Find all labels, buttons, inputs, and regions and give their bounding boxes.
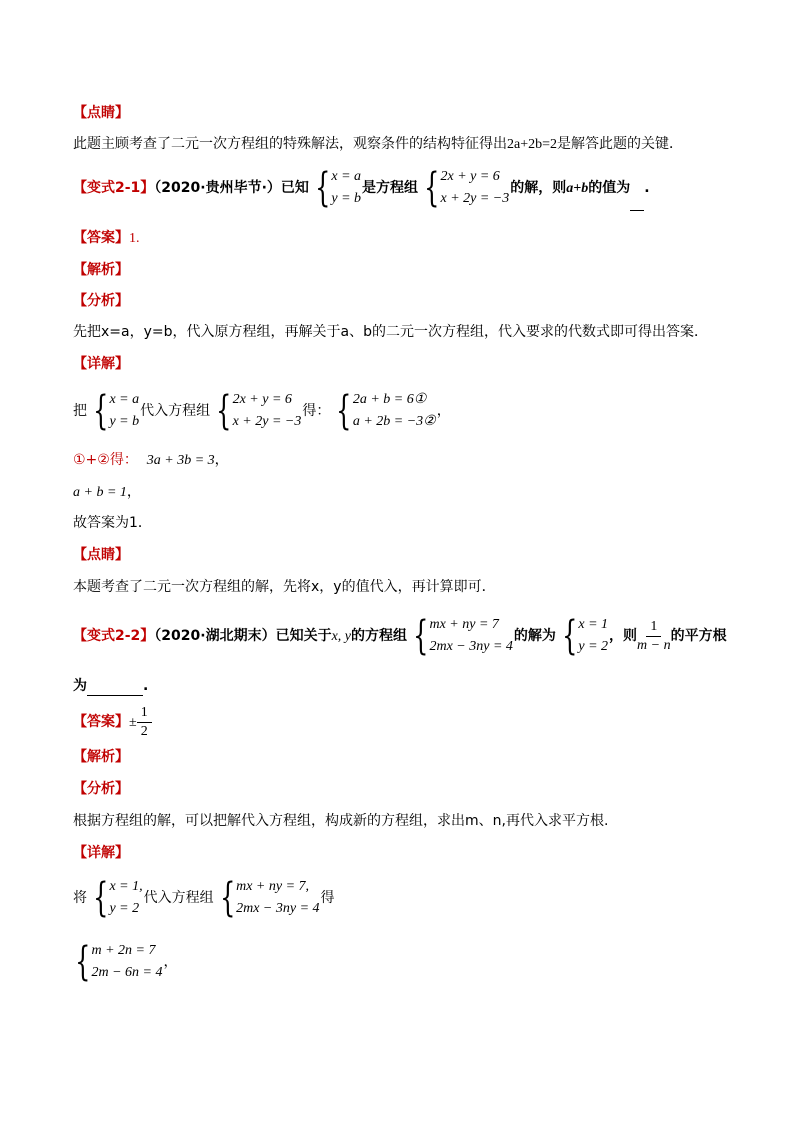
problem-2-1: 【变式2-1】（2020·贵州毕节·）已知 { x = a y = b 是方程组 { 2x + y = 6 x + 2y = −3 的解，则a+b的值为 . xyxy=(73,165,650,211)
analysis-text: 根据方程组的解，可以把解代入方程组，构成新的方程组，求出m、n,再代入求平方根. xyxy=(73,813,609,829)
fenxi-heading: 【分析】 xyxy=(73,781,129,797)
dianjing-text: 本题考查了二元一次方程组的解，先将x，y的值代入，再计算即可． xyxy=(73,579,496,595)
dianjing-heading: 【点睛】 xyxy=(73,547,129,563)
detail-substitution: 把 { x = a y = b 代入方程组 { 2x + y = 6 x + 2y = −3 得： { 2a + b = 6① a + 2b = −3② ， xyxy=(73,388,451,434)
key-expression: 2a+2b=2 xyxy=(507,137,558,152)
problem-2-2-line2: 为 . xyxy=(73,678,149,694)
step-2: a + b = 1， xyxy=(73,484,141,500)
solution-system: { x = 1 y = 2 xyxy=(562,613,609,659)
problem-2-2: 【变式2-2】（2020·湖北期末）已知关于x, y的方程组 { mx + ny = 7 2mx − 3ny = 4 的解为 { x = 1 y = 2 ，则 $\frac{1}{m - n}$ 的平方根 xyxy=(73,613,727,659)
solution-system: { x = a y = b xyxy=(93,388,140,434)
jiexi-heading: 【解析】 xyxy=(73,749,129,765)
answer-blank xyxy=(630,196,644,211)
jiexi-heading: 【解析】 xyxy=(73,262,129,278)
step-1: ①+②得： 3a + 3b = 3， xyxy=(73,452,229,468)
xiangjie-heading: 【详解】 xyxy=(73,845,129,861)
detail-substitution: 将 { x = 1, y = 2 代入方程组 { mx + ny = 7, 2mx − 3ny = 4 得 xyxy=(73,875,335,921)
problem-tag: 【变式2-2】 xyxy=(73,628,155,644)
analysis-text: 先把x=a，y=b，代入原方程组，再解关于a、b的二元一次方程组，代入要求的代数式即可得出答案． xyxy=(73,324,708,340)
fraction: $\frac{1}{m - n}$ xyxy=(637,618,671,653)
answer-blank xyxy=(87,681,143,696)
solution-system: { x = a y = b xyxy=(314,165,362,211)
result-system: { m + 2n = 7 2m − 6n = 4 ， xyxy=(75,939,178,985)
problem-source: （2020·湖北期末）已知关于 xyxy=(154,628,332,644)
result-system: { 2a + b = 6① a + 2b = −3② xyxy=(336,388,436,434)
answer-line: 【答案】1. xyxy=(73,230,140,246)
equation-system: { mx + ny = 7 2mx − 3ny = 4 xyxy=(413,613,513,659)
solution-system: { x = 1, y = 2 xyxy=(93,875,143,921)
equation-system: { 2x + y = 6 x + 2y = −3 xyxy=(216,388,302,434)
xiangjie-heading: 【详解】 xyxy=(73,356,129,372)
problem-tag: 【变式2-1】 xyxy=(73,180,155,196)
equation-system: { 2x + y = 6 x + 2y = −3 xyxy=(424,165,510,211)
final-answer: 故答案为1． xyxy=(73,515,152,531)
equation-system: { mx + ny = 7, 2mx − 3ny = 4 xyxy=(219,875,320,921)
fenxi-heading: 【分析】 xyxy=(73,293,129,309)
dianjing-heading: 【点睛】 xyxy=(73,105,129,121)
dianjing-text: 此题主顾考查了二元一次方程组的特殊解法，观察条件的结构特征得出2a+2b=2是解答此题的关键． xyxy=(73,136,684,152)
answer-line: 【答案】± $\frac{1}{2}$ xyxy=(73,702,152,743)
problem-source: （2020·贵州毕节·）已知 xyxy=(154,180,309,196)
